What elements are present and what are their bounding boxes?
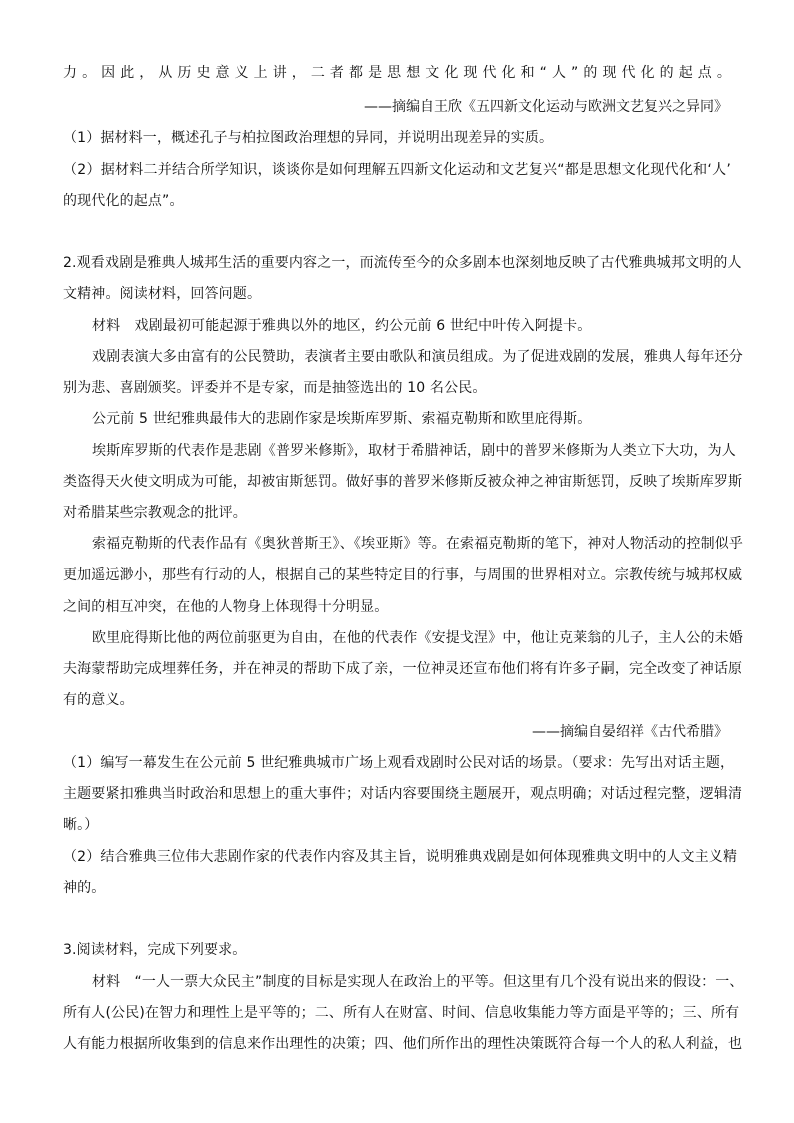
question-line: （1）编写一幕发生在公元前 5 世纪雅典城市广场上观看戏剧时公民对话的场景。（要求：先写出对话主题， xyxy=(63,755,735,771)
material-paragraph: 别为悲、喜剧颁奖。评委并不是专家，而是抽签选出的 10 名公民。 xyxy=(63,380,487,396)
material-paragraph: 埃斯库罗斯的代表作是悲剧《普罗米修斯》，取材于希腊神话，剧中的普罗米修斯为人类立下大功，为人 xyxy=(92,443,736,459)
question-line: 的现代化的起点”。 xyxy=(63,193,184,209)
question-line: 晰。） xyxy=(63,817,99,833)
question-heading: 3.阅读材料，完成下列要求。 xyxy=(63,942,247,958)
question-heading: 文精神。阅读材料，回答问题。 xyxy=(63,286,262,302)
question-line: 主题要紧扣雅典当时政治和思想上的重大事件；对话内容要围绕主题展开，观点明确；对话过程完整，逻辑清 xyxy=(63,786,743,802)
material-paragraph: 戏剧表演大多由富有的公民赞助，表演者主要由歌队和演员组成。为了促进戏剧的发展，雅典人每年还分 xyxy=(92,349,743,365)
question-line: （2）结合雅典三位伟大悲剧作家的代表作内容及其主旨，说明雅典戏剧是如何体现雅典文明中的人文主义精 xyxy=(63,849,738,865)
material-paragraph: 所有人(公民)在智力和理性上是平等的；二、所有人在财富、时间、信息收集能力等方面是平等的；三、所有 xyxy=(63,1005,740,1021)
material-paragraph: 欧里庇得斯比他的两位前驱更为自由，在他的代表作《安提戈涅》中，他让克莱翁的儿子，主人公的未婚 xyxy=(92,630,743,646)
material-paragraph: 更加遥远渺小，那些有行动的人，根据自己的某些特定目的行事，与周围的世界相对立。宗教传统与城邦权威 xyxy=(63,567,743,583)
source-citation: ——摘编自王欣《五四新文化运动与欧洲文艺复兴之异同》 xyxy=(364,99,728,115)
material-paragraph: 人有能力根据所收集到的信息来作出理性的决策；四、他们所作出的理性决策既符合每一个人的私人利益，也 xyxy=(63,1036,743,1052)
material-paragraph: 对希腊某些宗教观念的批评。 xyxy=(63,505,247,521)
material-paragraph: 有的意义。 xyxy=(63,692,134,708)
source-citation: ——摘编自晏绍祥《古代希腊》 xyxy=(532,724,728,740)
material-paragraph: 材料 “一人一票大众民主”制度的目标是实现人在政治上的平等。但这里有几个没有说出来的假设：一、 xyxy=(92,974,744,990)
text-line: 力。因此，从历史意义上讲，二者都是思想文化现代化和“人”的现代化的起点。 xyxy=(63,65,731,81)
question-heading: 2.观看戏剧是雅典人城邦生活的重要内容之一，而流传至今的众多剧本也深刻地反映了古代雅典城邦文明的人 xyxy=(63,255,742,271)
question-line: （2）据材料二并结合所学知识，谈谈你是如何理解五四新文化运动和文艺复兴“都是思想文化现代化和‘人’ xyxy=(63,162,731,178)
material-paragraph: 类盗得天火使文明成为可能，却被宙斯惩罚。做好事的普罗米修斯反被众神之神宙斯惩罚，反映了埃斯库罗斯 xyxy=(63,474,743,490)
question-line: 神的。 xyxy=(63,880,106,896)
question-line: （1）据材料一，概述孔子与柏拉图政治理想的异同，并说明出现差异的实质。 xyxy=(63,130,554,146)
material-paragraph: 索福克勒斯的代表作品有《奥狄普斯王》、《埃亚斯》等。在索福克勒斯的笔下，神对人物活动的控制似乎 xyxy=(92,536,744,552)
material-paragraph: 之间的相互冲突，在他的人物身上体现得十分明显。 xyxy=(63,599,389,615)
material-paragraph: 夫海蒙帮助完成埋葬任务，并在神灵的帮助下成了亲，一位神灵还宣布他们将有许多子嗣，完全改变了神话原 xyxy=(63,661,743,677)
material-paragraph: 公元前 5 世纪雅典最伟大的悲剧作家是埃斯库罗斯、索福克勒斯和欧里庇得斯。 xyxy=(92,411,592,427)
material-paragraph: 材料 戏剧最初可能起源于雅典以外的地区，约公元前 6 世纪中叶传入阿提卡。 xyxy=(92,318,592,334)
